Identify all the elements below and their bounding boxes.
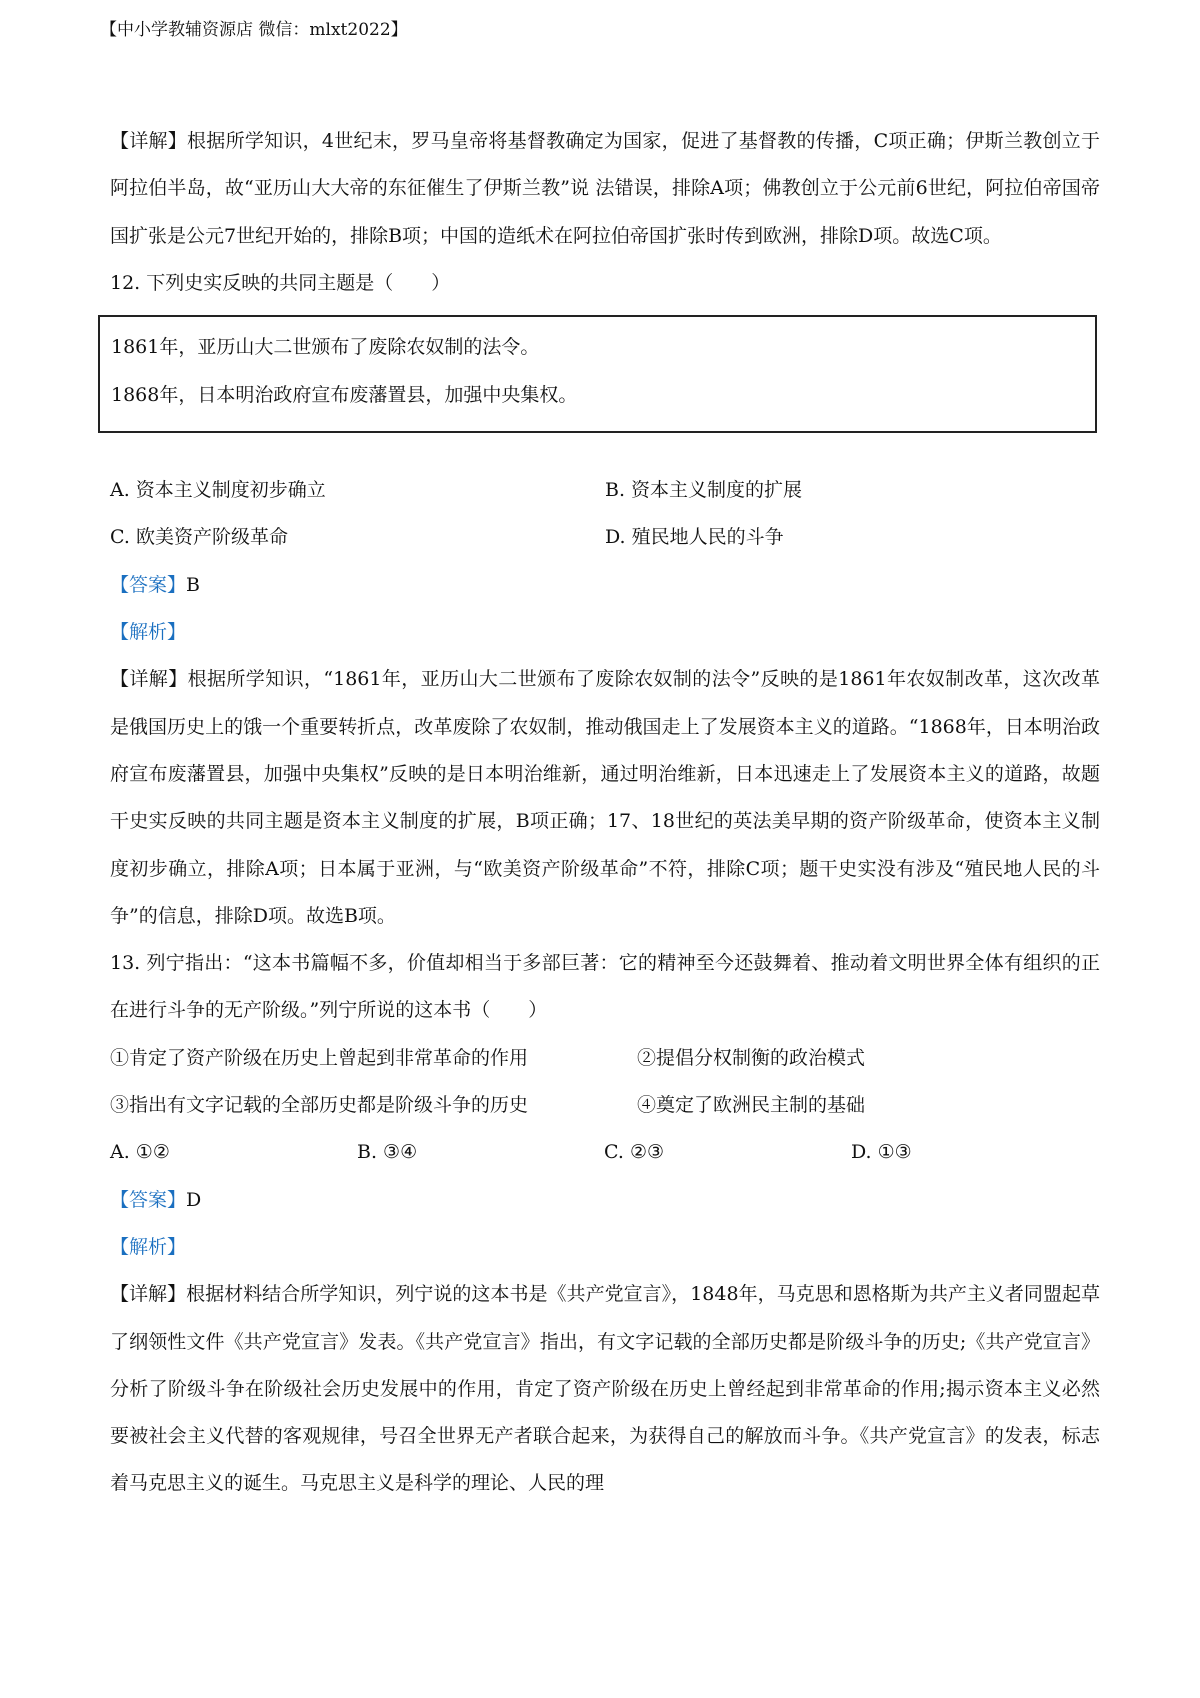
q12-material-line-1: 1861年，亚历山大二世颁布了废除农奴制的法令。: [111, 336, 540, 359]
q12-option-d: D. 殖民地人民的斗争: [605, 526, 784, 549]
page-content: [110, 118, 1100, 1508]
q12-detail: 【详解】根据所学知识，“1861年，亚历山大二世颁布了废除农奴制的法令”反映的是1861年农奴制改革，这次改革是俄国历史上的饿一个重要转折点，改革废除了农奴制，推动俄国走上了发展资本主义的道路。“1868年，日本明治政府宣布废藩置县，加强中央集权”反映的是日本明治维新，通过明治维新，日本迅速走上了发展资本主义的道路，故题干史实反映的共同主题是资本主义制度的扩展，B项正确；17、18世纪的英法美早期的资产阶级革命，使资本主义制度初步确立，排除A项；日本属于亚洲，与“欧美资产阶级革命”不符，排除C项；题干史实没有涉及“殖民地人民的斗争”的信息，排除D项。故选B项。: [110, 668, 1100, 927]
q13-option-a: A. ①②: [110, 1141, 170, 1164]
q13-analysis-label: 【解析】: [110, 1235, 187, 1258]
q13-option-d: D. ①③: [851, 1141, 912, 1164]
q11-detail: 【详解】根据所学知识，4世纪末，罗马皇帝将基督教确定为国家，促进了基督教的传播，C项正确；伊斯兰教创立于阿拉伯半岛，故“亚历山大大帝的东征催生了伊斯兰教”说 法错误，排除A项；佛教创立于公元前6世纪，阿拉伯帝国帝国扩张是公元7世纪开始的，排除B项；中国的造纸术在阿拉伯帝国扩张时传到欧洲，排除D项。故选C项。: [110, 130, 1100, 247]
q12-stem: 12. 下列史实反映的共同主题是（ ）: [110, 271, 451, 294]
q12-answer-label: 【答案】: [110, 573, 187, 596]
q13-stem: 13. 列宁指出：“这本书篇幅不多，价值却相当于多部巨著：它的精神至今还鼓舞着、推动着文明世界全体有组织的正在进行斗争的无产阶级。”列宁所说的这本书（ ）: [110, 952, 1100, 1022]
q12-analysis-label: 【解析】: [110, 621, 187, 644]
q13-answer: [110, 1177, 1100, 1224]
q13-statements: [110, 1035, 1100, 1130]
q13-detail: 【详解】根据材料结合所学知识，列宁说的这本书是《共产党宣言》，1848年，马克思和恩格斯为共产主义者同盟起草了纲领性文件《共产党宣言》发表。《共产党宣言》指出，有文字记载的全部历史都是阶级斗争的历史;《共产党宣言》分析了阶级斗争在阶级社会历史发展中的作用，肯定了资产阶级在历史上曾经起到非常革命的作用;揭示资本主义必然要被社会主义代替的客观规律，号召全世界无产者联合起来，为获得自己的解放而斗争。《共产党宣言》的发表，标志着马克思主义的诞生。马克思主义是科学的理论、人民的理: [110, 1283, 1100, 1495]
q12-material-line-2: 1868年，日本明治政府宣布废藩置县，加强中央集权。: [111, 384, 578, 407]
q12-option-c: C. 欧美资产阶级革命: [110, 526, 288, 549]
q13-statement-4: ④奠定了欧洲民主制的基础: [637, 1094, 866, 1117]
q12-answer-value: B: [186, 573, 200, 596]
q13-answer-value: D: [186, 1188, 202, 1211]
q12-option-a: A. 资本主义制度初步确立: [110, 479, 326, 502]
q13-statement-2: ②提倡分权制衡的政治模式: [637, 1046, 866, 1069]
q13-answer-label: 【答案】: [110, 1188, 187, 1211]
q12-material-box: [98, 315, 1097, 433]
q13-option-c: C. ②③: [604, 1141, 665, 1164]
q12-option-b: B. 资本主义制度的扩展: [605, 479, 803, 502]
page-header: 【中小学教辅资源店 微信：mlxt2022】: [100, 20, 408, 40]
q13-statement-3: ③指出有文字记载的全部历史都是阶级斗争的历史: [110, 1094, 529, 1117]
q13-options: [110, 1129, 1100, 1176]
q13-option-b: B. ③④: [357, 1141, 418, 1164]
q12-options: [110, 467, 1100, 562]
q12-answer: [110, 562, 1100, 609]
q13-statement-1: ①肯定了资产阶级在历史上曾起到非常革命的作用: [110, 1046, 529, 1069]
